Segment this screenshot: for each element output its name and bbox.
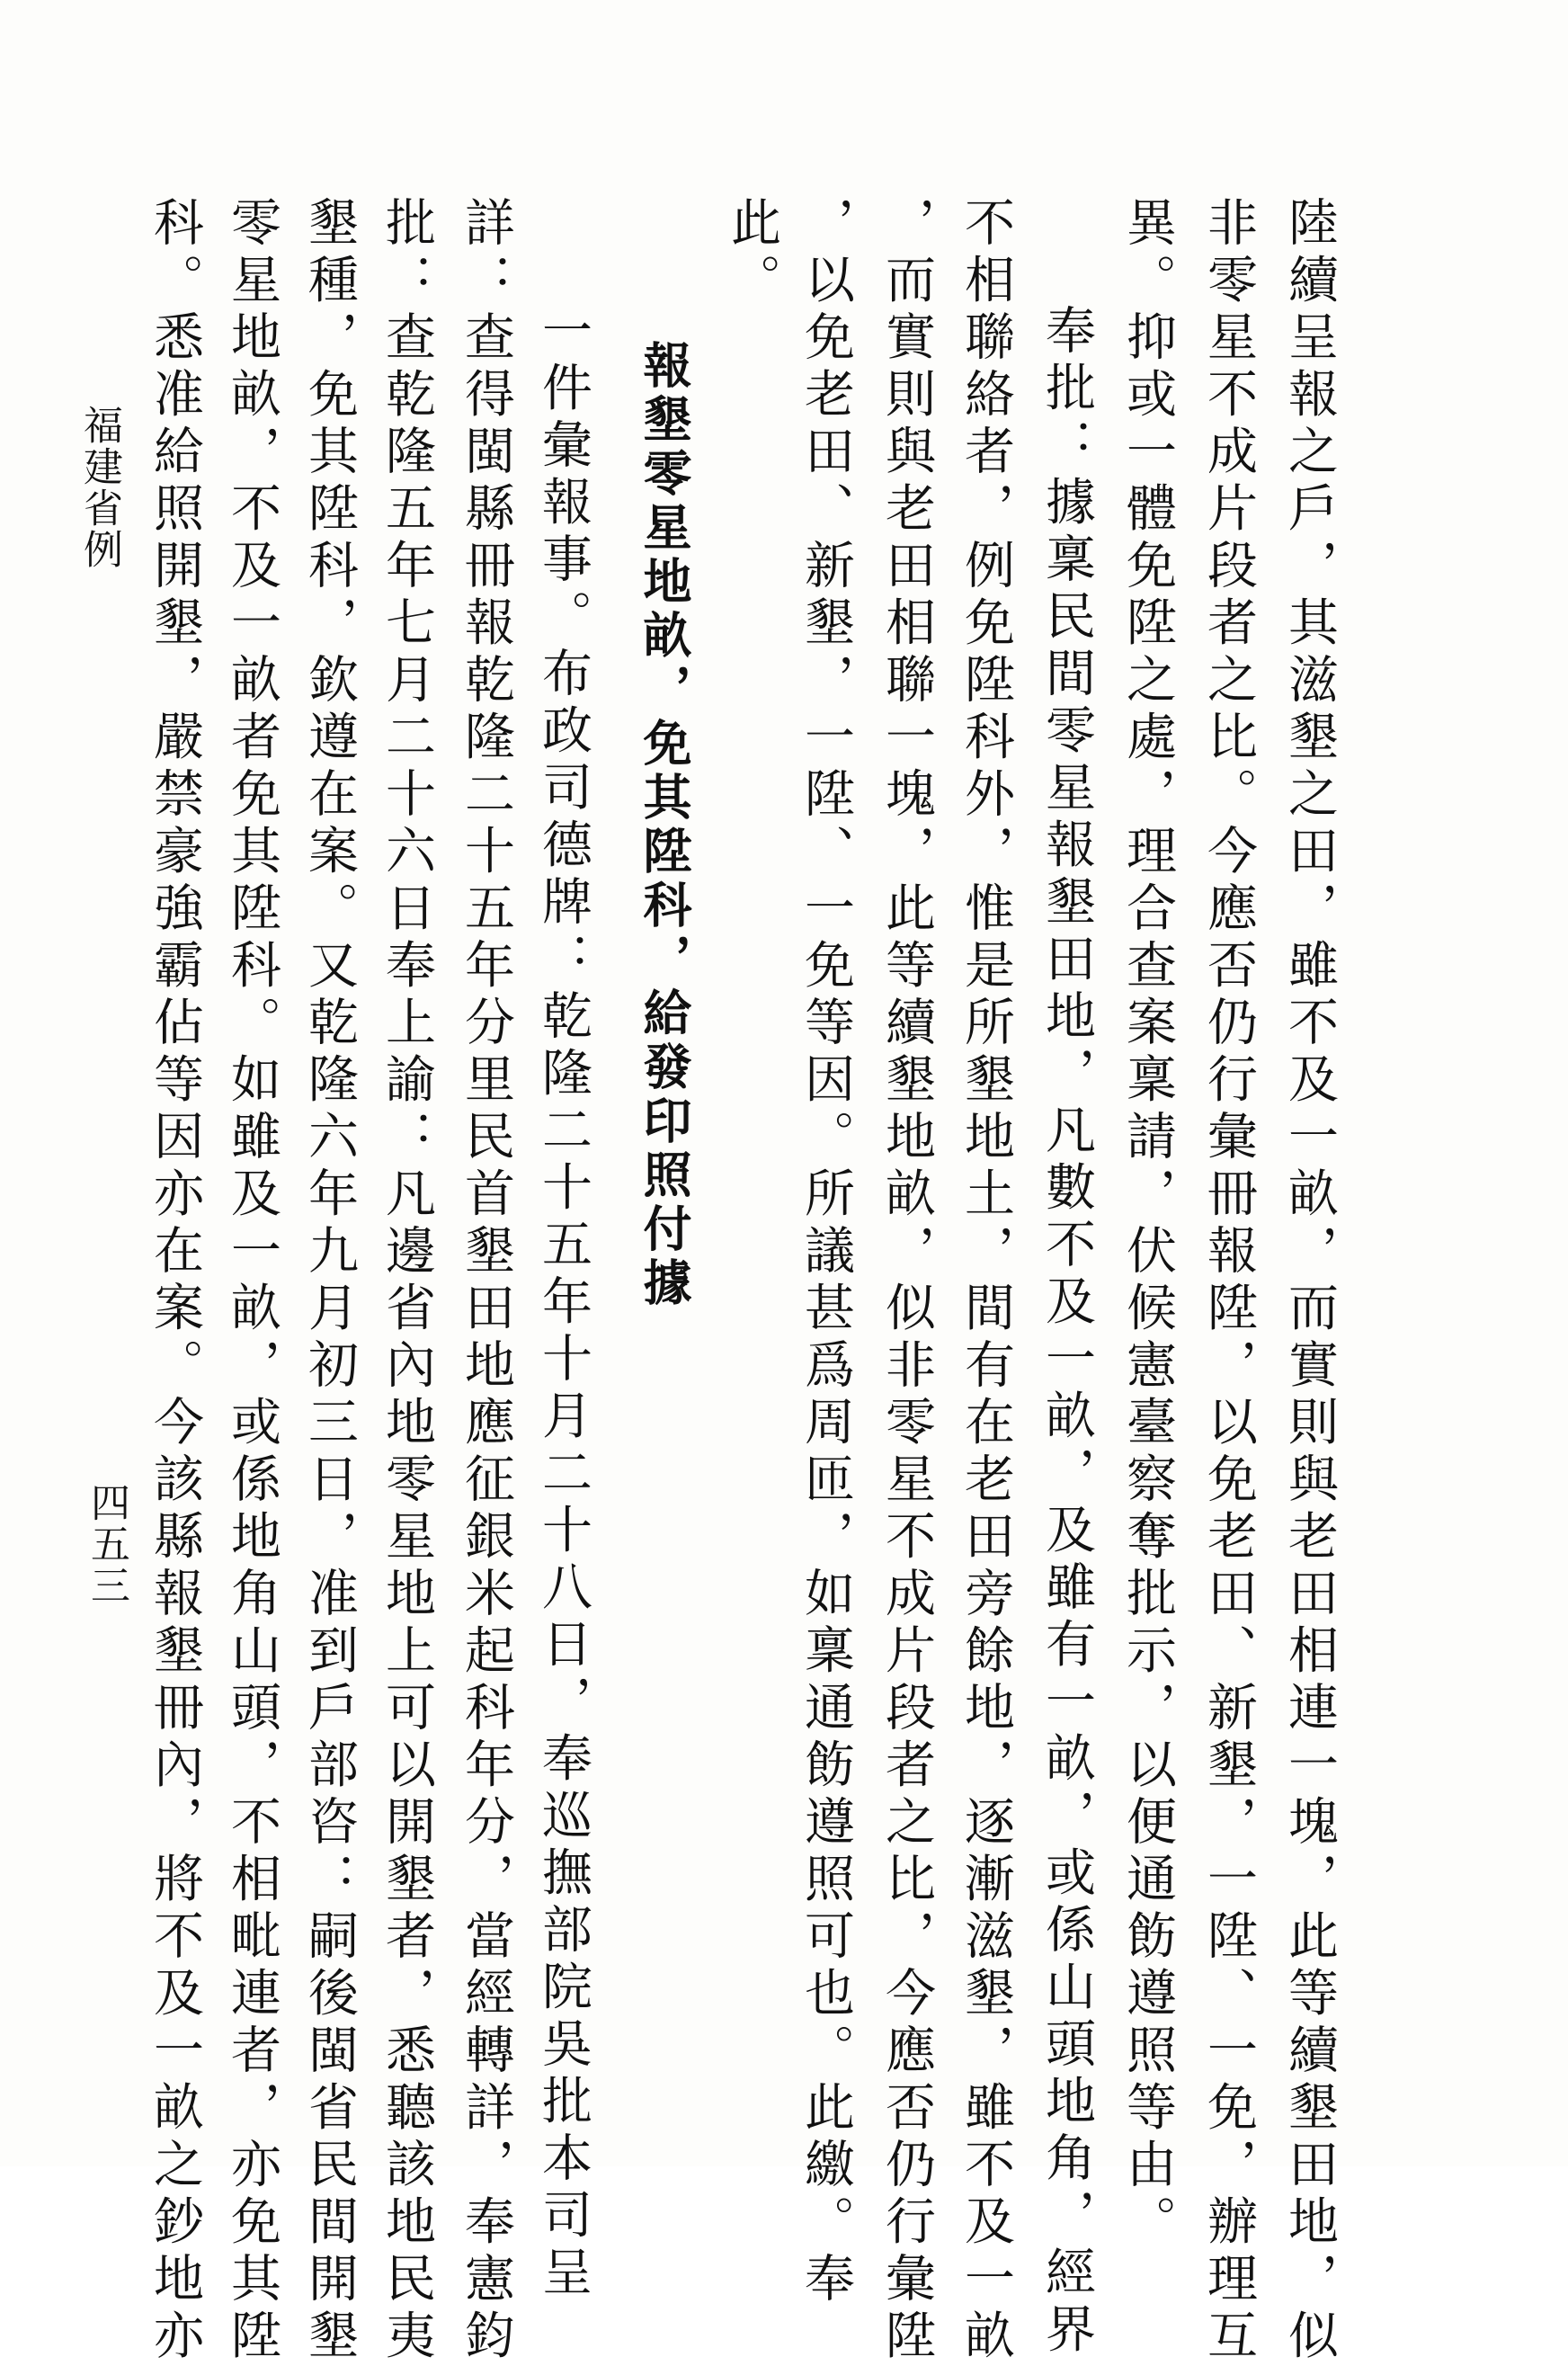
book-title: 福建省例 <box>76 405 122 570</box>
text-column-14: 零星地畝，不及一畝者免其陞科。如雖及一畝，或係地角山頭，不相毗連者，亦免其陞 <box>223 196 281 2366</box>
text-column-3: 異。抑或一體免陞之處，理合查案稟請，伏候憲臺察奪批示，以便通飭遵照等由。 <box>1118 196 1177 2252</box>
text-column-2: 非零星不成片段者之比。今應否仍行彙冊報陞，以免老田、新墾，一陞、一免，辦理互 <box>1199 196 1258 2366</box>
text-column-12: 批：查乾隆五年七月二十六日奉上諭：凡邊省內地零星地上可以開墾者，悉聽該地民夷 <box>378 196 436 2366</box>
section-heading: 報墾零星地畝，免其陞科，給發印照付據 <box>636 340 693 1311</box>
text-column-4: 奉批：據稟民間零星報墾田地，凡數不及一畝，及雖有一畝，或係山頭地角，經界 <box>1038 304 1096 2360</box>
text-column-8: 此。 <box>723 196 781 310</box>
page-number: 四五三 <box>84 1482 129 1606</box>
text-column-15: 科。悉准給照開墾，嚴禁豪強霸佔等因亦在案。今該縣報墾冊內，將不及一畝之鈔地亦 <box>146 196 204 2366</box>
text-column-13: 墾種，免其陞科，欽遵在案。又乾隆六年九月初三日，准到戶部咨：嗣後閩省民間開墾 <box>300 196 359 2366</box>
text-column-1: 陸續呈報之戶，其滋墾之田，雖不及一畝，而實則與老田相連一塊，此等續墾田地，似 <box>1280 196 1339 2366</box>
text-column-11: 詳：查得閩縣冊報乾隆二十五年分里民首墾田地應征銀米起科年分，當經轉詳，奉憲鈞 <box>457 196 515 2366</box>
text-column-7: ，以免老田、新墾，一陞、一免等因。所議甚爲周匝，如稟通飭遵照可也。此繳。奉 <box>797 196 855 2309</box>
text-column-6: ，而實則與老田相聯一塊，此等續墾地畝，似非零星不成片段者之比，今應否仍行彙陞 <box>878 196 936 2366</box>
text-column-10: 一件彙報事。布政司德牌：乾隆二十五年十月二十八日，奉巡撫部院吳批本司呈 <box>534 304 592 2303</box>
text-column-5: 不相聯絡者，例免陞科外，惟是所墾地土，間有在老田旁餘地，逐漸滋墾，雖不及一畝 <box>957 196 1015 2366</box>
